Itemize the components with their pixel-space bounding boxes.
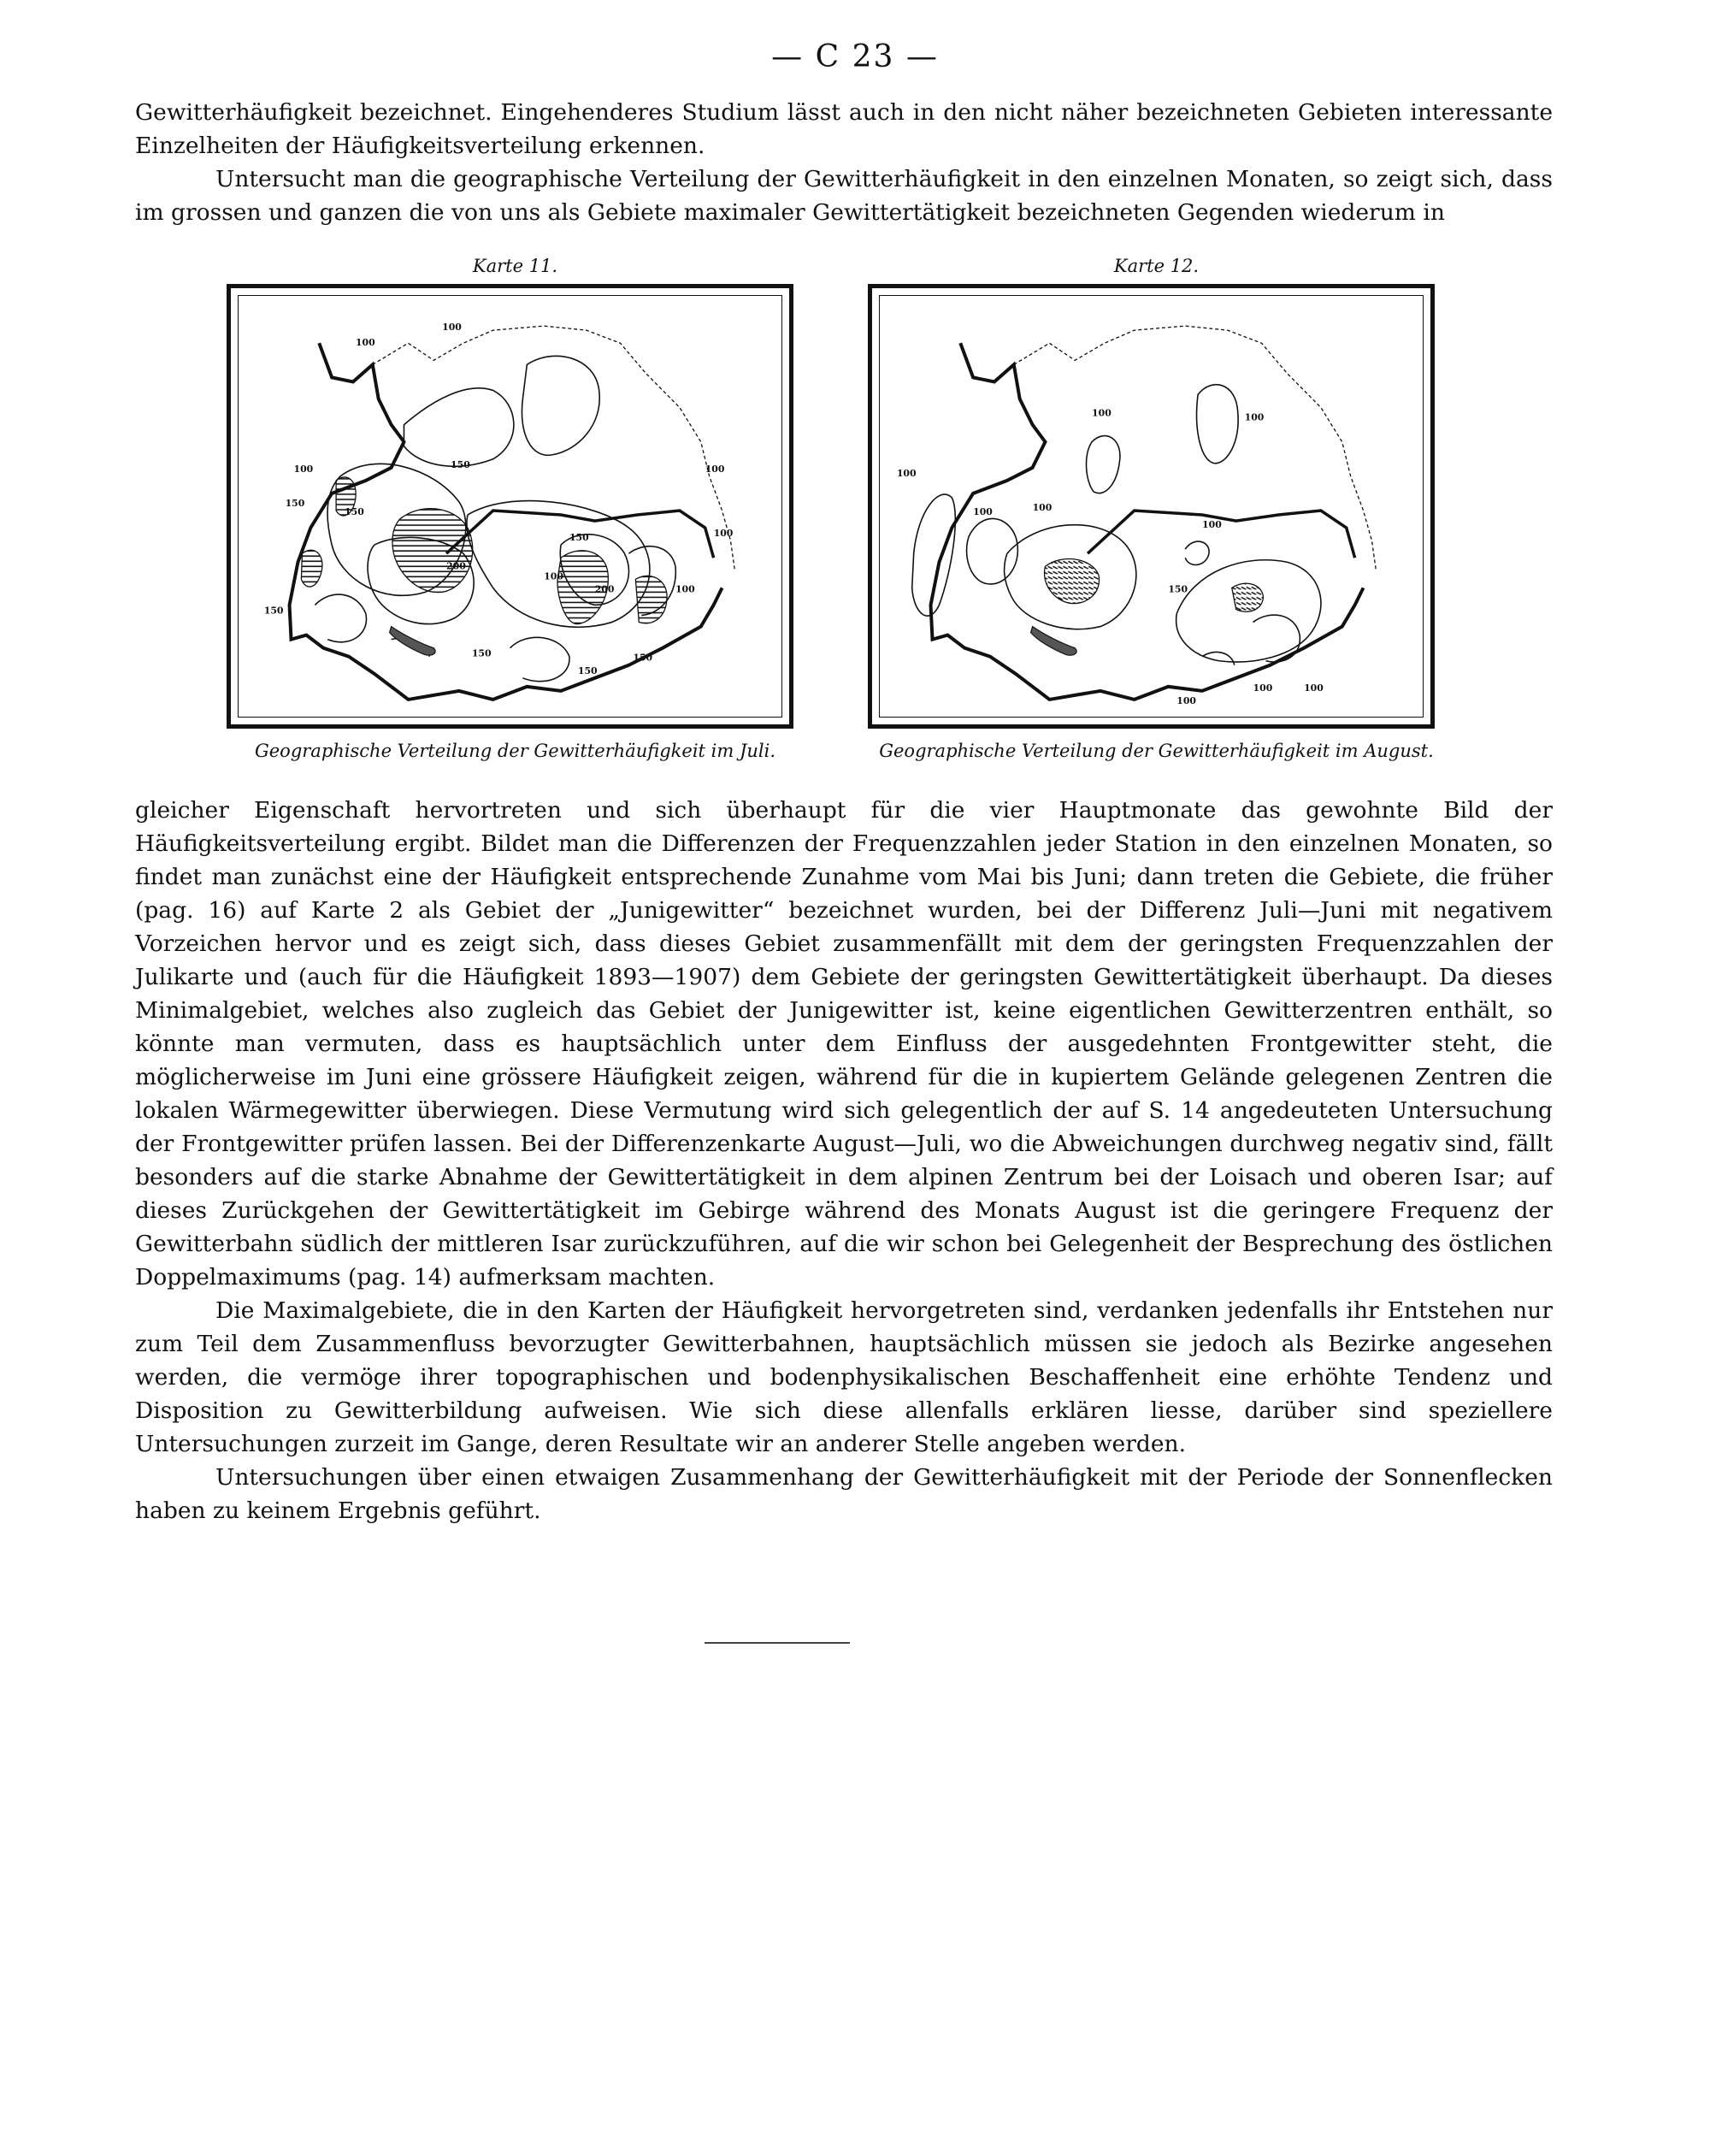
iso-label: 100 <box>293 463 314 475</box>
border-line <box>290 343 722 700</box>
paragraph-continuation: Gewitterhäufigkeit bezeichnet. Eingehenderes Studium lässt auch in den nicht näher bezeichneten Gebieten interessante Einzelheiten der Häufigkeitsverteilung erkennen. <box>135 99 1553 159</box>
map-caption: Geographische Verteilung der Gewitterhäufigkeit im Juli. <box>254 741 776 761</box>
page-number: — C 23 — <box>771 39 939 74</box>
map-caption: Geographische Verteilung der Gewitterhäufigkeit im August. <box>879 741 1434 761</box>
map-figure-august <box>868 253 1445 761</box>
iso-label: 150 <box>285 497 305 510</box>
iso-label: 100 <box>1032 501 1053 514</box>
august-map-svg <box>880 296 1423 717</box>
iso-label: 150 <box>345 505 364 518</box>
end-rule <box>705 1642 850 1644</box>
map-label: Karte 12. <box>1113 256 1200 276</box>
iso-label: 100 <box>1176 694 1197 706</box>
iso-label: 200 <box>594 583 615 595</box>
iso-label: 100 <box>973 505 993 518</box>
map-label: Karte 11. <box>472 256 558 276</box>
iso-label: 100 <box>675 583 695 595</box>
map-frame <box>227 284 793 729</box>
iso-label: 150 <box>577 665 598 676</box>
paragraph: Untersuchungen über einen etwaigen Zusammenhang der Gewitterhäufigkeit mit der Periode der Sonnenflecken haben zu keinem Ergebnis geführt. <box>135 1464 1553 1524</box>
top-text <box>135 96 1553 229</box>
iso-label: 100 <box>1244 411 1265 423</box>
iso-label: 150 <box>1168 583 1188 595</box>
iso-label: 100 <box>355 337 375 349</box>
iso-label: 150 <box>569 532 589 544</box>
iso-label: 150 <box>471 647 492 659</box>
iso-label: 100 <box>1304 682 1324 694</box>
iso-label: 100 <box>705 463 725 475</box>
paragraph: Die Maximalgebiete, die in den Karten der Häufigkeit hervorgetreten sind, verdanken jedenfalls ihr Entstehen nur zum Teil dem Zusammenfluss bevorzugter Gewitterbahnen, hauptsächlich müssen sie jedoch als Bezirke angesehen werden, die vermöge ihrer topographischen und bodenphysikalischen Beschaffenheit eine erhöhte Tendenz und Disposition zu Gewitterbildung aufweisen. Wie sich diese allenfalls erklären liesse, darüber sind speziellere Untersuchungen zurzeit im Gange, deren Resultate wir an anderer Stelle angeben werden. <box>135 1297 1553 1457</box>
map-inner <box>879 295 1424 718</box>
iso-label: 100 <box>544 570 563 582</box>
iso-label: 200 <box>446 560 466 572</box>
map-inner <box>238 295 782 718</box>
paragraph: gleicher Eigenschaft hervortreten und sich überhaupt für die vier Hauptmonate das gewohnte Bild der Häufigkeitsverteilung ergibt. Bildet man die Differenzen der Frequenzzahlen jeder Station in den einzelnen Monaten, so findet man zunächst eine der Häufigkeit entsprechende Zunahme vom Mai bis Juni; dann treten die Gebiete, die früher (pag. 16) auf Karte 2 als Gebiet der „Junigewitter“ bezeichnet wurden, bei der Differenz Juli—Juni mit negativem Vorzeichen hervor und es zeigt sich, dass dieses Gebiet zusammenfällt mit dem der geringsten Frequenzzahlen der Julikarte und (auch für die Häufigkeit 1893—1907) dem Gebiete der geringsten Gewittertätigkeit überhaupt. Da dieses Minimalgebiet, welches also zugleich das Gebiet der Junigewitter ist, keine eigentlichen Gewitterzentren enthält, so könnte man vermuten, dass es hauptsächlich unter dem Einfluss der ausgedehnten Frontgewitter steht, die möglicherweise im Juni eine grössere Häufigkeit zeigen, während für die in kupiertem Gelände gelegenen Zentren die lokalen Wärmegewitter überwiegen. Diese Vermutung wird sich gelegentlich der auf S. 14 angedeuteten Untersuchung der Frontgewitter prüfen lassen. Bei der Differenzenkarte August—Juli, wo die Abweichungen durchweg negativ sind, fällt besonders auf die starke Abnahme der Gewittertätigkeit in dem alpinen Zentrum bei der Loisach und oberen Isar; auf dieses Zurückgehen der Gewittertätigkeit im Gebirge während des Monats August ist die geringere Frequenz der Gewitterbahn südlich der mittleren Isar zurückzuführen, auf die wir schon bei Gelegenheit der Besprechung des östlichen Doppelmaximums (pag. 14) aufmerksam machten. <box>135 797 1553 1291</box>
map-figure-july <box>227 253 804 761</box>
paragraph: Untersucht man die geographische Verteilung der Gewitterhäufigkeit in den einzelnen Monaten, so zeigt sich, dass im grossen und ganzen die von uns als Gebiete maximaler Gewittertätigkeit bezeichneten Gegenden wiederum in <box>135 166 1553 226</box>
iso-label: 150 <box>451 458 470 470</box>
iso-label: 100 <box>713 528 734 540</box>
iso-label: 150 <box>633 652 653 664</box>
iso-label: 100 <box>442 322 462 334</box>
bottom-text <box>135 794 1553 1527</box>
iso-label: 100 <box>1202 519 1222 531</box>
july-map-svg <box>239 296 781 717</box>
iso-label: 100 <box>896 467 917 479</box>
iso-label: 150 <box>263 605 284 617</box>
map-frame <box>868 284 1435 729</box>
iso-label: 100 <box>1253 682 1273 694</box>
iso-label: 100 <box>1092 407 1112 419</box>
